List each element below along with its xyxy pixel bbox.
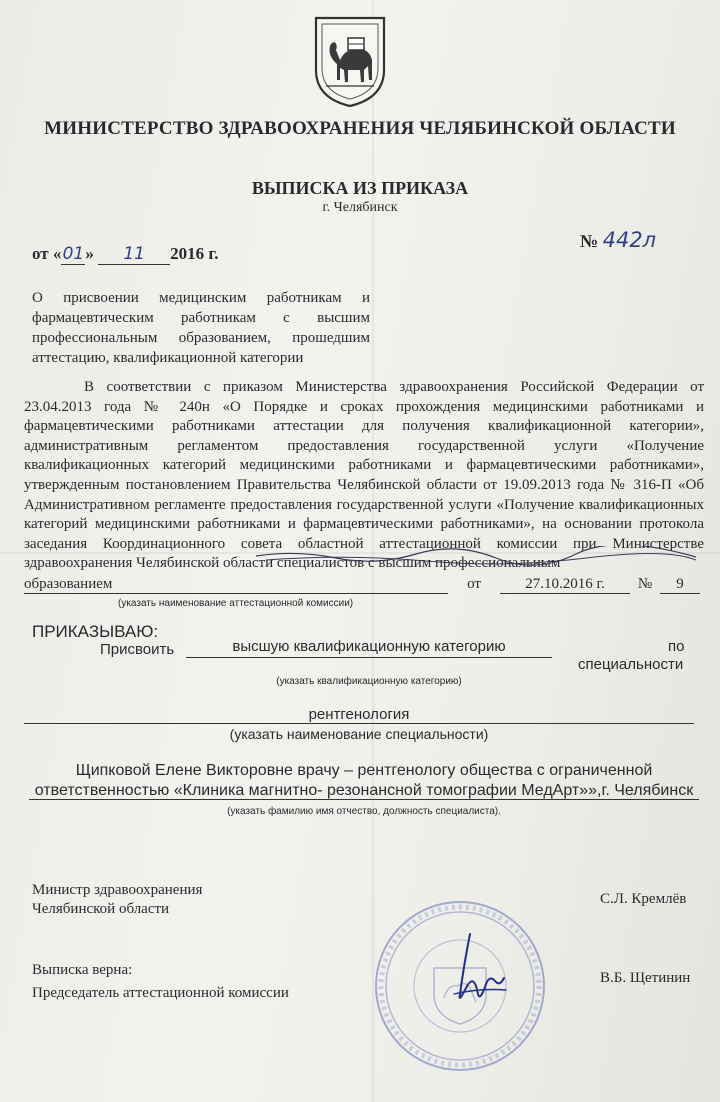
specialty-word: специальности xyxy=(578,656,684,673)
order-date xyxy=(32,244,218,265)
handwritten-signature-icon xyxy=(440,924,520,1008)
protocol-date: 27.10.2016 г. xyxy=(500,576,630,594)
protocol-number: 9 xyxy=(660,576,700,594)
commission-name-field: образованием xyxy=(24,576,448,594)
date-mid: » xyxy=(85,244,94,263)
specialty-hint: (указать наименование специальности) xyxy=(229,726,489,742)
ministry-heading: МИНИСТЕРСТВО ЗДРАВООХРАНЕНИЯ ЧЕЛЯБИНСКОЙ ОБЛАСТИ xyxy=(44,118,676,139)
minister-title-line2: Челябинской области xyxy=(32,901,170,917)
order-day: 01 xyxy=(62,244,85,264)
protocol-no-label: № xyxy=(637,576,653,592)
decree-heading: ПРИКАЗЫВАЮ: xyxy=(32,622,159,641)
order-year: 2016 г. xyxy=(170,244,219,263)
date-prefix: от « xyxy=(32,244,62,263)
from-label: от xyxy=(467,576,481,592)
order-body xyxy=(24,378,704,574)
person-line-2 xyxy=(24,782,704,800)
assign-label: Присвоить xyxy=(100,641,175,658)
person-hint: (указать фамилию имя отчество, должность специалиста). xyxy=(227,806,501,817)
chair-title: Председатель аттестационной комиссии xyxy=(32,985,289,1001)
category-value: высшую квалификационную категорию xyxy=(186,638,552,658)
strikethrough-marks xyxy=(256,546,696,568)
document-title: ВЫПИСКА ИЗ ПРИКАЗА xyxy=(251,178,469,198)
person-line-2-text: ответственностью «Клиника магнитно- резонансной томографии МедАрт»»,г. Челябинск xyxy=(29,782,699,800)
po-label: по xyxy=(668,638,685,655)
order-subject: О присвоении медицинским работникам и фармацевтическим работникам с высшим профессиональным образованием, прошедшим аттестацию, квалификационной категории xyxy=(32,290,370,366)
order-month: 11 xyxy=(98,244,170,265)
number-prefix: № xyxy=(580,231,599,251)
commission-hint: (указать наименование аттестационной комиссии) xyxy=(118,598,354,609)
chelyabinsk-camel-emblem-icon xyxy=(312,14,388,110)
extract-verified-label: Выписка верна: xyxy=(32,962,133,978)
order-number xyxy=(580,228,656,252)
specialty-value: рентгенология xyxy=(24,706,694,724)
commission-line xyxy=(24,576,700,594)
order-body-text: В соответствии с приказом Министерства здравоохранения Российской Федерации от 23.04.2013 года № 240н «О Порядке и сроках прохождения медицинскими работниками и фармацевтическими работниками аттестации для получения квалификационной категории», административным регламентом предоставления государственной услуги «Получение квалификационных категорий медицинскими работниками и фармацевтическими работниками», утвержденным постановлением Правительства Челябинской области от 19.09.2013 года № 316-П «Об Административном регламенте предоставления государственной услуги «Получение квалификационных категорий медицинскими работниками и фармацевтическими работниками», на основании протокола заседания Координационного совета областной аттестационной комиссии при Министерстве здравоохранения Челябинской области специалистов с высшим профессиональным xyxy=(24,379,704,572)
person-line-1: Щипковой Елене Викторовне врачу – рентгенологу общества с ограниченной xyxy=(75,762,653,779)
chair-name: В.Б. Щетинин xyxy=(600,970,691,986)
category-hint: (указать квалификационную категорию) xyxy=(276,676,462,687)
city: г. Челябинск xyxy=(322,200,398,215)
minister-name: С.Л. Кремлёв xyxy=(600,891,687,907)
minister-title-line1: Министр здравоохранения xyxy=(32,882,203,898)
order-number-value: 442л xyxy=(602,228,657,252)
